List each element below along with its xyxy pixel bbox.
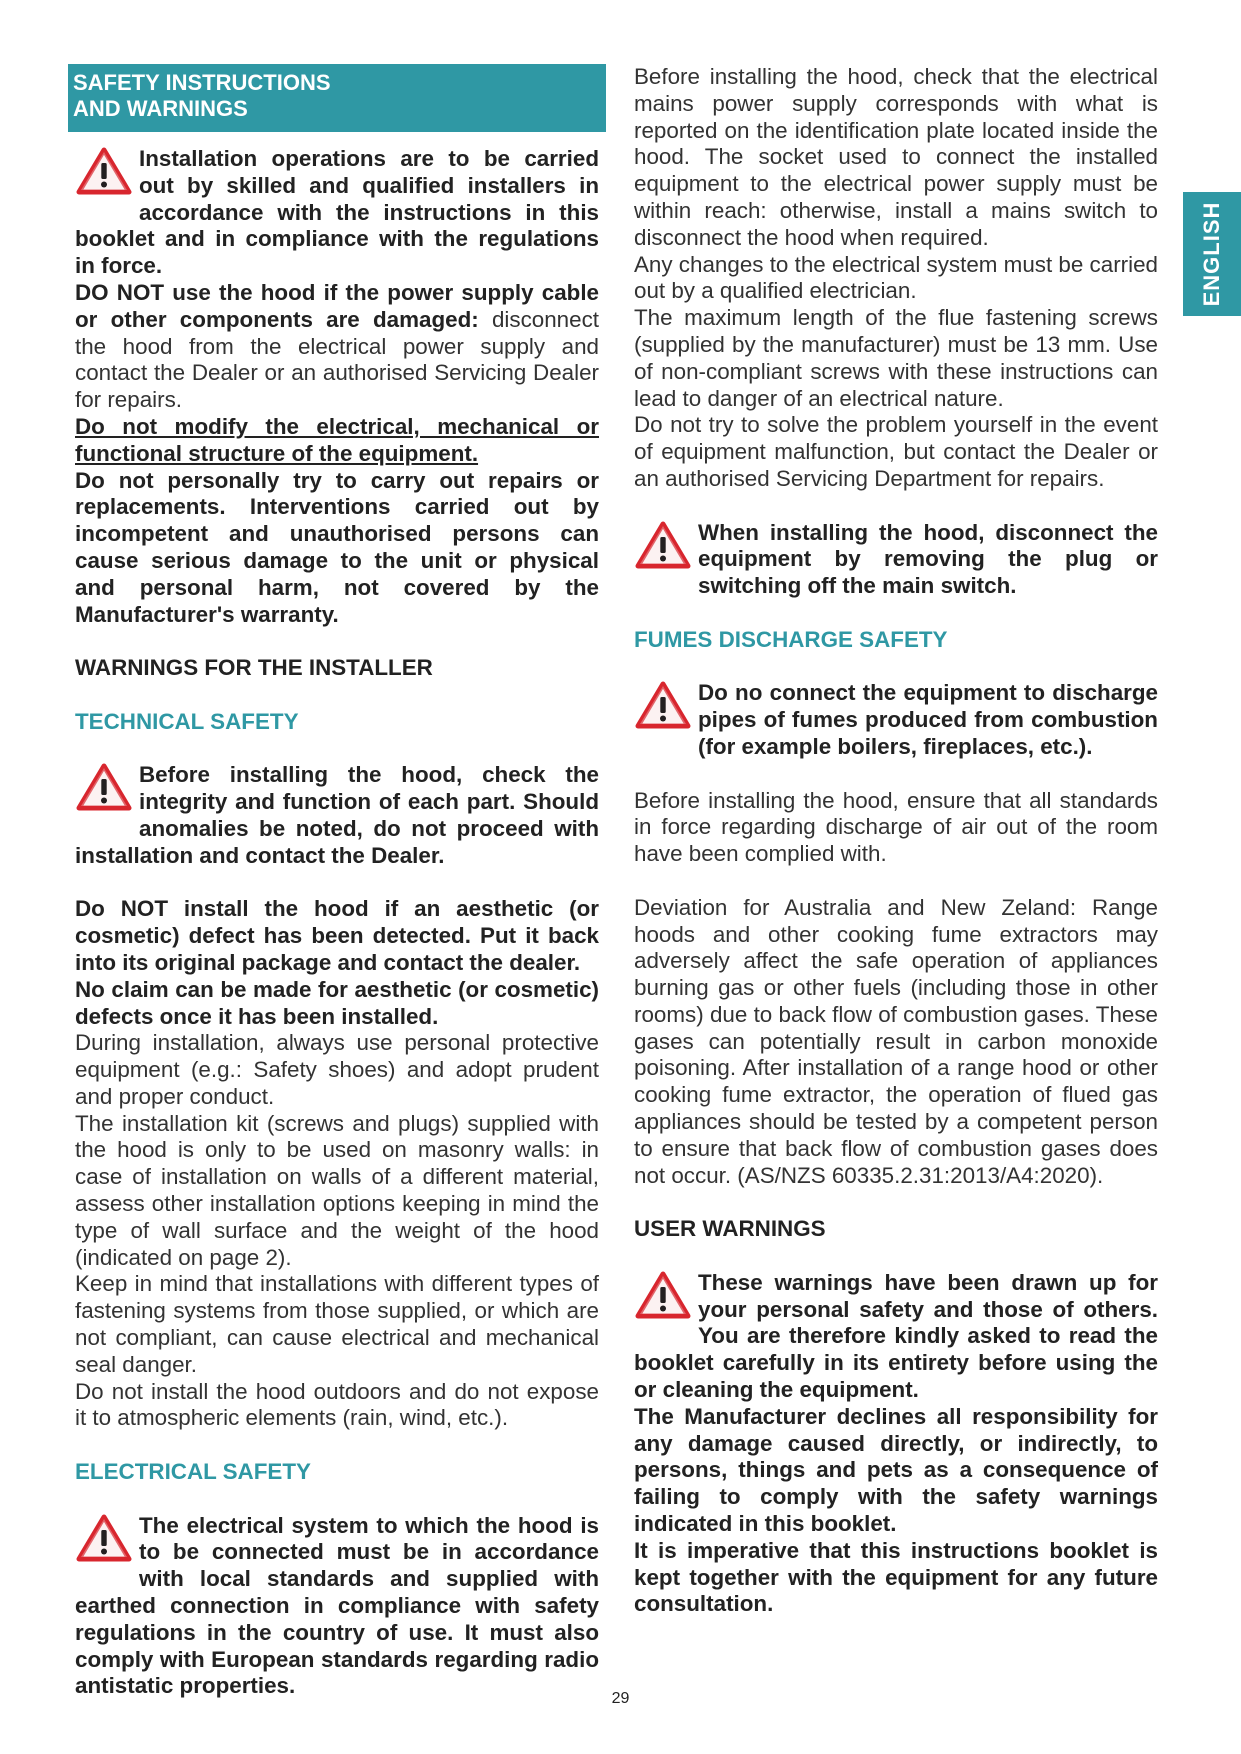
- heading-installer: WARNINGS FOR THE INSTALLER: [75, 655, 433, 681]
- paragraph-australia: Deviation for Australia and New Zeland: Range hoods and other cooking fume extractors may adversely affect the safe operation of appliances burning gas or other fuels (including those in other rooms) due to back flow of combustion gases. These gases can potentially result in carbon monoxide poisoning. After installation of a range hood or other cooking fume extractor, the operation of flued gas appliances should be tested by a competent person to ensure that back flow of combustion gases does not occur. (AS/NZS 60335.2.31:2013/A4:2020).: [634, 894, 1158, 1188]
- warning-text: Installation operations are to be carried out by skilled and qualified installers in accordance with the instructions in this booklet and in compliance with the regulations in force.: [75, 146, 599, 279]
- section-header-safety: [68, 64, 606, 132]
- warning-triangle-icon: [75, 762, 139, 816]
- warning-text: Before installing the hood, check the integrity and function of each part. Should anomalies be noted, do not proceed with installation and contact the Dealer.: [75, 762, 599, 868]
- warning-text: These warnings have been drawn up for your personal safety and those of others. You are therefore kindly asked to read the booklet carefully in its entirety before using the or cleaning the equipment.: [634, 1269, 1158, 1403]
- paragraph-repairs: Do not personally try to carry out repairs or replacements. Interventions carried out by incompetent and unauthorised persons can cause serious damage to the unit or physical and personal harm, not covered by the Manufacturer's warranty.: [75, 467, 599, 627]
- paragraph-fastening: Keep in mind that installations with different types of fastening systems from those supplied, or which are not compliant, can cause electrical and mechanical seal danger.: [75, 1271, 599, 1377]
- heading-technical-safety: TECHNICAL SAFETY: [75, 708, 299, 734]
- warning-text: Do no connect the equipment to discharge pipes of fumes produced from combustion (for example boilers, fireplaces, etc.).: [698, 680, 1158, 759]
- page-number: 29: [611, 1690, 630, 1707]
- warning-text: When installing the hood, disconnect the equipment by removing the plug or switching off the main switch.: [698, 519, 1158, 599]
- paragraph-modify: Do not modify the electrical, mechanical or functional structure of the equipment.: [75, 413, 599, 466]
- warning-block-electrical: [75, 1513, 599, 1701]
- paragraph-malfunction: Do not try to solve the problem yourself in the event of equipment malfunction, but contact the Dealer or an authorised Servicing Department for repairs.: [634, 412, 1158, 491]
- paragraph-damaged-text: disconnect the hood from the electrical power supply and contact the Dealer or an authorised Servicing Dealer for repairs.: [75, 306, 599, 413]
- paragraph-aesthetic-1: Do NOT install the hood if an aesthetic (or cosmetic) defect has been detected. Put it back into its original package and contact the dealer.: [75, 896, 599, 975]
- heading-electrical-safety: ELECTRICAL SAFETY: [75, 1459, 311, 1485]
- warning-triangle-icon: [634, 520, 698, 574]
- language-tab-label: ENGLISH: [1199, 201, 1224, 307]
- paragraph-ppe: During installation, always use personal protective equipment (e.g.: Safety shoes) and adopt prudent and proper conduct.: [75, 1030, 599, 1109]
- paragraph-standards: Before installing the hood, ensure that all standards in force regarding discharge of air out of the room have been complied with.: [634, 787, 1158, 867]
- warning-triangle-icon: [634, 1270, 698, 1324]
- warning-block-integrity: [75, 762, 599, 869]
- warning-block-installation: [75, 146, 599, 280]
- language-tab: [1183, 192, 1241, 316]
- warning-triangle-icon: [75, 146, 139, 200]
- warning-block-fumes: [634, 680, 1158, 760]
- paragraph-changes: Any changes to the electrical system must be carried out by a qualified electrician.: [634, 251, 1158, 304]
- paragraph-mains: Before installing the hood, check that the electrical mains power supply corresponds with what is reported on the identification plate located inside the hood. The socket used to connect the installed equipment to the electrical power supply must be within reach: otherwise, install a mains switch to disconnect the hood when required.: [634, 64, 1158, 250]
- warning-triangle-icon: [634, 680, 698, 734]
- warning-triangle-icon: [75, 1513, 139, 1567]
- paragraph-damaged: [75, 280, 599, 414]
- header-line-1: SAFETY INSTRUCTIONS: [73, 70, 331, 95]
- right-column: [634, 64, 1158, 1618]
- paragraph-outdoors: Do not install the hood outdoors and do not expose it to atmospheric elements (rain, wind, etc.).: [75, 1378, 599, 1431]
- heading-fumes-safety: FUMES DISCHARGE SAFETY: [634, 626, 948, 652]
- warning-text: The electrical system to which the hood is to be connected must be in accordance with local standards and supplied with earthed connection in compliance with safety regulations in the country of use. It must also comply with European standards regarding radio antistatic properties.: [75, 1512, 599, 1699]
- left-column: [75, 64, 599, 1700]
- paragraph-aesthetic-2: No claim can be made for aesthetic (or cosmetic) defects once it has been installed.: [75, 976, 599, 1029]
- paragraph-kit: The installation kit (screws and plugs) supplied with the hood is only to be used on masonry walls: in case of installation on walls of a different material, assess other installation options keeping in mind the type of wall surface and the weight of the hood (indicated on page 2).: [75, 1110, 599, 1270]
- header-line-2: AND WARNINGS: [73, 96, 248, 121]
- paragraph-manufacturer: The Manufacturer declines all responsibility for any damage caused directly, or indirectly, to persons, things and pets as a consequence of failing to comply with the safety warnings indicated in this booklet.: [634, 1403, 1158, 1537]
- paragraph-damaged-bold: DO NOT use the hood if the power supply cable or other components are damaged:: [75, 279, 599, 332]
- warning-block-user: [634, 1270, 1158, 1404]
- paragraph-imperative: It is imperative that this instructions booklet is kept together with the equipment for any future consultation.: [634, 1537, 1158, 1617]
- paragraph-screws: The maximum length of the flue fastening screws (supplied by the manufacturer) must be 13 mm. Use of non-compliant screws with these instructions can lead to danger of an electrical nature.: [634, 305, 1158, 411]
- heading-user-warnings: USER WARNINGS: [634, 1216, 826, 1242]
- warning-block-disconnect: [634, 520, 1158, 600]
